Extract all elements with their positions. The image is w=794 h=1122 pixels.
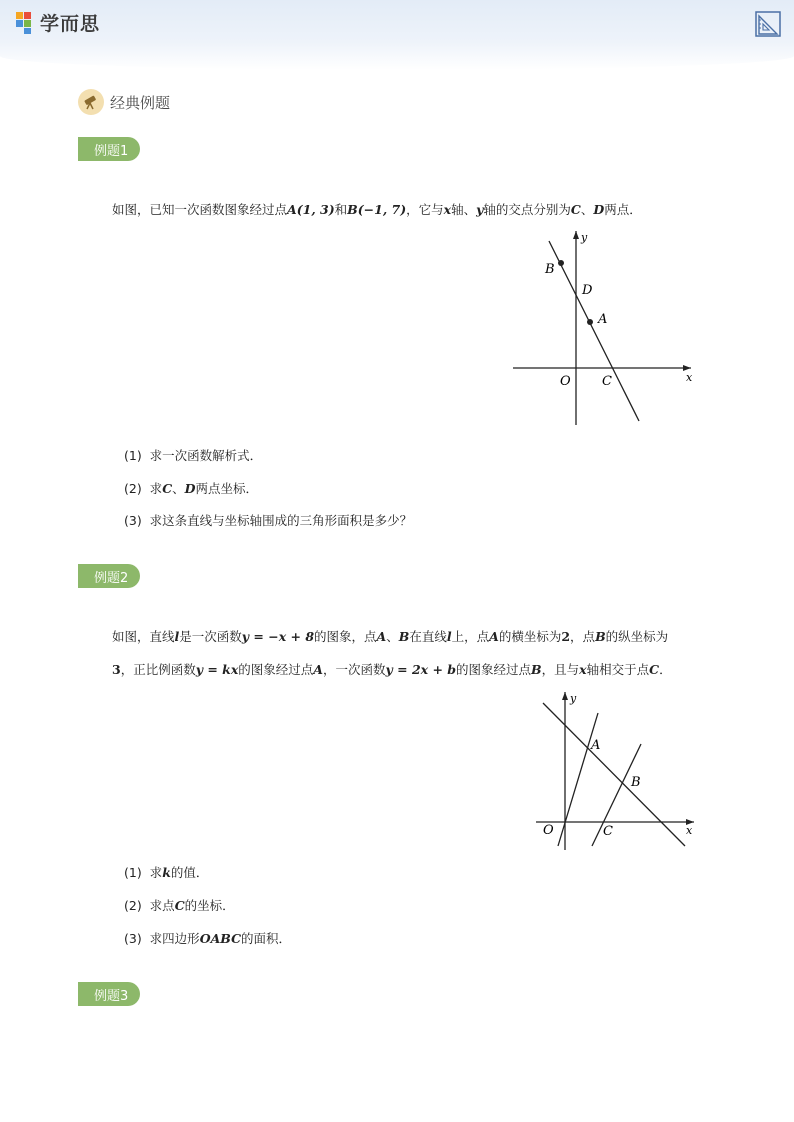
question-number: (2) <box>124 481 142 496</box>
point-b-label: B <box>595 629 606 644</box>
question-number: (1) <box>124 865 142 880</box>
formula: y = 2x + b <box>385 662 457 677</box>
stem-text: 如图，直线 <box>112 629 175 644</box>
formula: y = −x + 8 <box>241 629 315 644</box>
point-a-label: A <box>313 662 323 677</box>
label-x: x <box>686 371 693 384</box>
stem-text: 的图象经过点 <box>238 662 314 677</box>
stem-text: 两点． <box>604 202 642 217</box>
example-2-question-1 <box>124 863 208 881</box>
question-number: (3) <box>124 931 142 946</box>
page-header <box>0 0 794 70</box>
stem-text: 的纵坐标为 <box>605 629 669 644</box>
point-d-label: D <box>184 481 196 496</box>
example-2-stem-line-2 <box>112 660 672 678</box>
point-d-label: D <box>593 202 605 217</box>
stem-text: 是一次函数 <box>179 629 242 644</box>
point-b-coord: B(−1, 7) <box>347 202 407 217</box>
line-l-label: l <box>446 629 452 644</box>
label-a: A <box>598 312 608 327</box>
question-number: (1) <box>124 448 142 463</box>
section-heading <box>78 89 170 115</box>
question-text: 求点 <box>149 898 175 913</box>
line-l-label: l <box>174 629 180 644</box>
example-1-question-2 <box>124 479 258 497</box>
point-b-label: B <box>531 662 542 677</box>
stem-text: 、 <box>580 202 594 217</box>
example-1-tag: 例题1 <box>78 137 140 161</box>
var-k: k <box>162 865 171 880</box>
example-1-stem <box>112 200 642 218</box>
label-o: O <box>560 374 571 389</box>
question-text: 、 <box>172 481 185 496</box>
question-text: 求 <box>149 481 163 496</box>
stem-text: 轴相交于点 <box>586 662 650 677</box>
example-1-question-3 <box>124 511 412 529</box>
stem-text: ，且与 <box>541 662 580 677</box>
stem-text: 的横坐标为 <box>498 629 562 644</box>
stem-text: ，正比例函数 <box>120 662 196 677</box>
label-c: C <box>603 824 613 839</box>
point-a-label: A <box>489 629 499 644</box>
question-text: 的面积． <box>241 931 292 946</box>
example-2-question-2 <box>124 896 235 914</box>
quadrilateral-label: OABC <box>199 931 242 946</box>
var-x: x <box>579 662 587 677</box>
brand-logo <box>14 8 100 36</box>
point-b-dot <box>558 260 564 266</box>
stem-text: 上，点 <box>451 629 490 644</box>
point-c-label: C <box>174 898 185 913</box>
stem-text: 在直线 <box>409 629 447 644</box>
point-b-label: B <box>398 629 410 644</box>
example-2-figure <box>530 688 705 853</box>
stem-text: 和 <box>334 202 348 217</box>
question-text: 的值． <box>170 865 209 880</box>
label-y: y <box>581 231 588 244</box>
point-a-dot <box>587 319 593 325</box>
label-c: C <box>602 374 612 389</box>
stem-text: 轴的交点分别为 <box>483 202 571 217</box>
formula: y = kx <box>195 662 239 677</box>
question-text: 求这条直线与坐标轴围成的三角形面积是多少？ <box>149 513 413 528</box>
stem-text: ，一次函数 <box>323 662 386 677</box>
telescope-icon <box>78 89 104 115</box>
stem-text: 轴、 <box>451 202 477 217</box>
number: 2 <box>561 629 571 644</box>
question-text: 求 <box>149 865 163 880</box>
question-text: 求一次函数解析式． <box>149 448 263 463</box>
label-y: y <box>570 692 577 705</box>
brand-name: 学而思 <box>40 12 101 35</box>
example-3-tag: 例题3 <box>78 982 140 1006</box>
example-2-tag: 例题2 <box>78 564 140 588</box>
example-2-stem-line-1 <box>112 627 668 645</box>
line-y-kx <box>558 713 601 846</box>
ruler-triangle-icon <box>754 10 782 38</box>
stem-text: 的图象，点 <box>314 629 377 644</box>
y-axis-arrow-icon <box>562 692 568 700</box>
stem-text: ，它与 <box>406 202 444 217</box>
point-c-label: C <box>649 662 660 677</box>
stem-text: 、 <box>386 629 399 644</box>
question-text: 求四边形 <box>149 931 200 946</box>
question-number: (2) <box>124 898 142 913</box>
stem-text: 如图，已知一次函数图象经过点 <box>112 202 288 217</box>
point-a-coord: A(1, 3) <box>287 202 335 217</box>
question-text: 的坐标． <box>184 898 235 913</box>
example-1-figure <box>505 225 705 430</box>
point-a-label: A <box>376 629 387 644</box>
section-title: 经典例题 <box>110 93 171 112</box>
label-x: x <box>686 824 693 837</box>
function-line <box>549 241 639 421</box>
question-number: (3) <box>124 513 142 528</box>
point-c-label: C <box>162 481 173 496</box>
label-a: A <box>591 738 601 753</box>
question-text: 两点坐标． <box>195 481 259 496</box>
stem-text: 的图象经过点 <box>456 662 532 677</box>
label-d: D <box>582 283 593 298</box>
point-c-label: C <box>570 202 581 217</box>
var-x: x <box>443 202 452 217</box>
stem-text: ． <box>659 662 672 677</box>
label-b: B <box>631 775 641 790</box>
y-axis-arrow-icon <box>573 231 579 239</box>
number: 3 <box>112 662 121 677</box>
stem-text: ，点 <box>570 629 596 644</box>
var-y: y <box>476 202 484 217</box>
label-b: B <box>545 262 555 277</box>
brand-logo-mark-icon <box>14 9 36 35</box>
example-1-question-1 <box>124 446 262 464</box>
example-2-question-3 <box>124 929 291 947</box>
label-o: O <box>543 823 554 838</box>
